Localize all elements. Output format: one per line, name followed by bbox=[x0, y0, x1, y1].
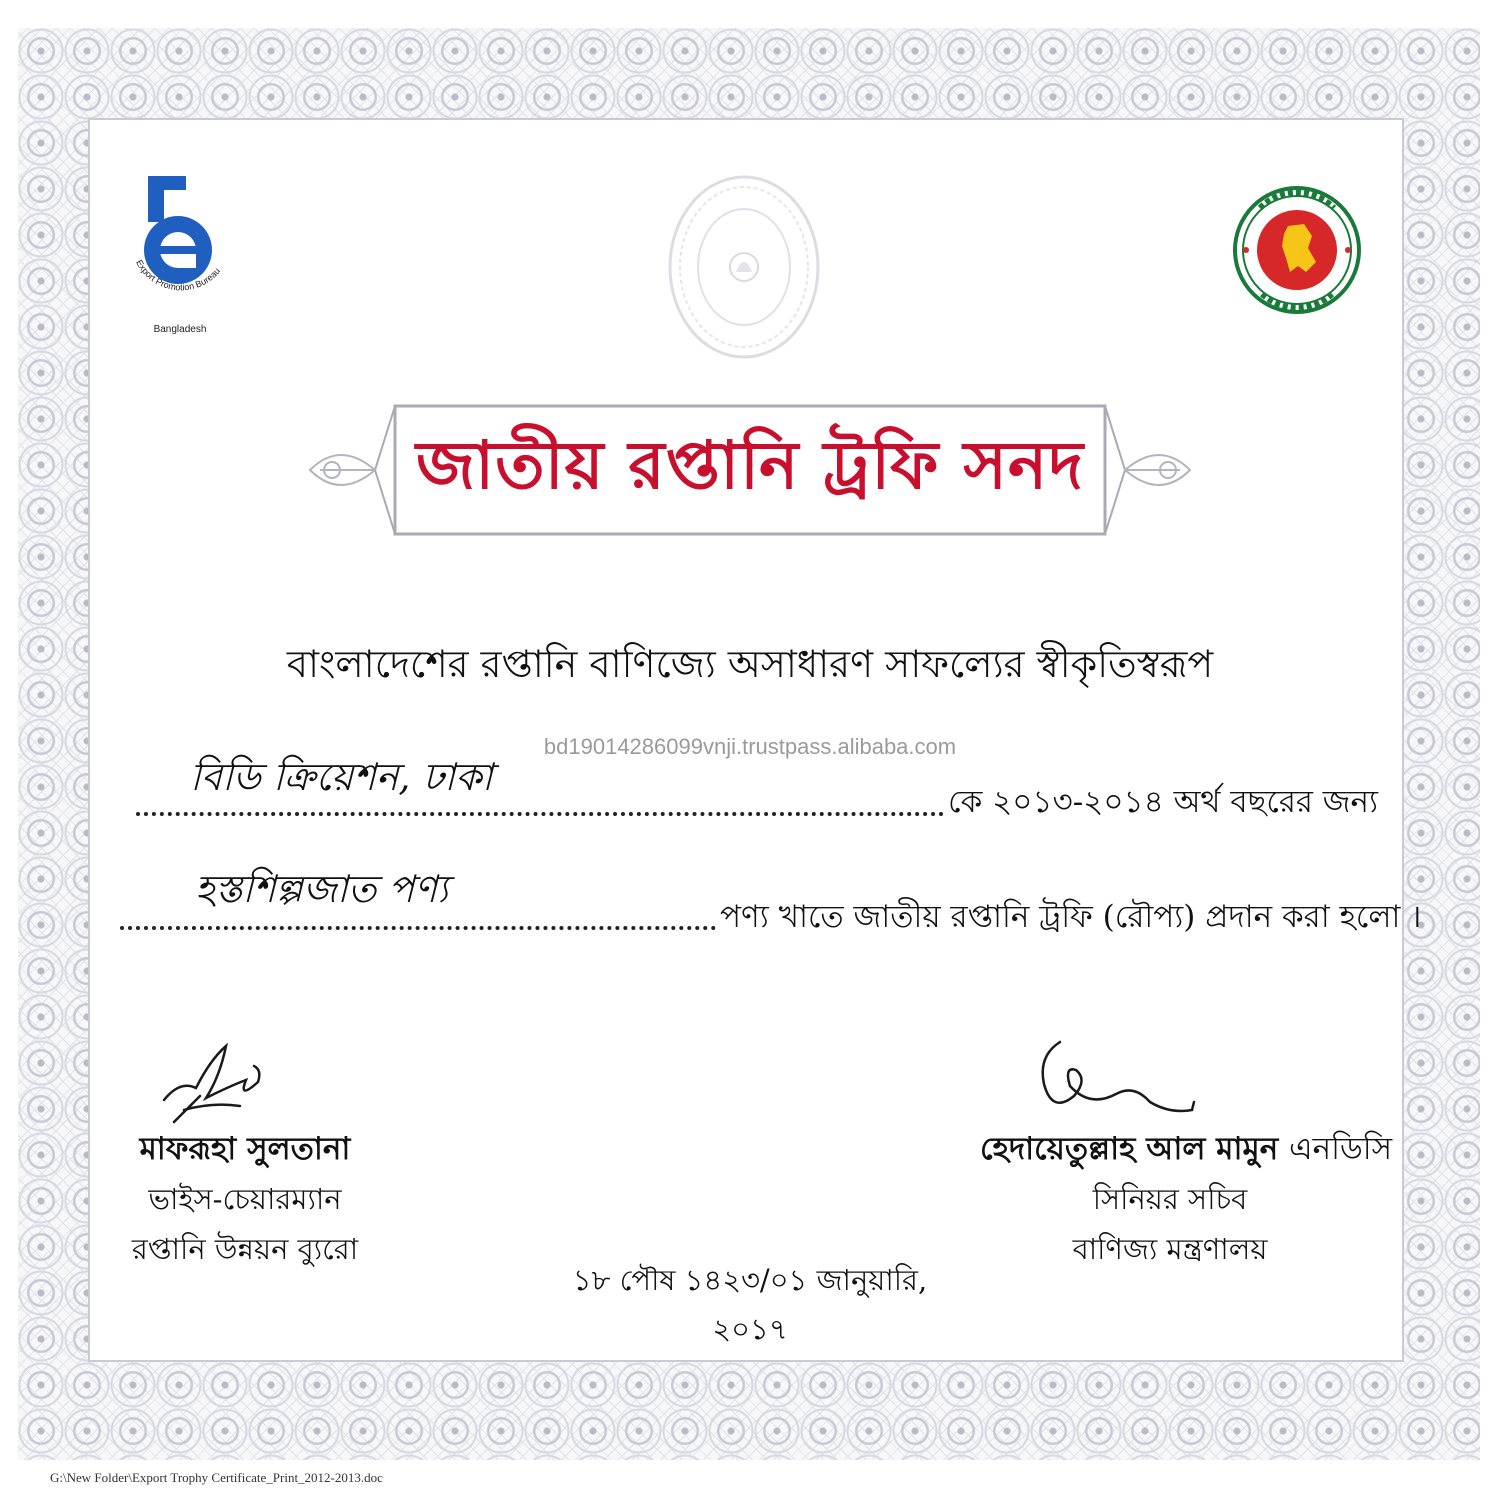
recipient-name: বিডি ক্রিয়েশন, ঢাকা bbox=[190, 755, 493, 799]
file-path-footer: G:\New Folder\Export Trophy Certificate_Print_2012-2013.doc bbox=[50, 1470, 383, 1485]
category-dotted-line bbox=[120, 926, 716, 930]
right-signatory-name: হেদায়েতুল্লাহ আল মামুন bbox=[980, 1131, 1279, 1167]
right-signatory-organization: বাণিজ্য মন্ত্রণালয় bbox=[1072, 1232, 1268, 1266]
left-signatory-designation: ভাইস-চেয়ারম্যান bbox=[148, 1182, 342, 1216]
export-promotion-bureau-logo bbox=[128, 170, 238, 340]
epb-country-label: Bangladesh bbox=[153, 324, 207, 335]
left-signatory-name: মাফরূহা সুলতানা bbox=[139, 1131, 351, 1167]
right-signatory-suffix: এনডিসি bbox=[1289, 1131, 1393, 1167]
fiscal-year-text: কে ২০১৩-২০১৪ অর্থ বছরের জন্য bbox=[948, 784, 1379, 820]
recipient-dotted-line bbox=[136, 812, 944, 816]
issue-date: ১৮ পৌষ ১৪২৩/০১ জানুয়ারি, ২০১৭ bbox=[572, 1263, 928, 1346]
certificate-subtitle: বাংলাদেশের রপ্তানি বাণিজ্যে অসাধারণ সাফল্যের স্বীকৃতিস্বরূপ bbox=[286, 642, 1214, 686]
left-signatory-organization: রপ্তানি উন্নয়ন ব্যুরো bbox=[131, 1232, 359, 1266]
right-signature bbox=[1030, 1036, 1210, 1126]
product-category: হস্তশিল্পজাত পণ্য bbox=[195, 867, 449, 911]
epb-arc-text: Export Promotion Bureau bbox=[134, 258, 223, 293]
left-signatory bbox=[110, 1124, 380, 1274]
left-signature bbox=[150, 1040, 280, 1130]
watermark-url: bd19014286099vnji.trustpass.alibaba.com bbox=[543, 734, 957, 759]
right-signatory-name-line bbox=[980, 1124, 1393, 1174]
government-seal-icon bbox=[1232, 168, 1362, 332]
certificate-title: জাতীয় রপ্তানি ট্রফি সনদ bbox=[415, 426, 1084, 504]
right-signatory bbox=[980, 1124, 1393, 1274]
faint-seal-icon bbox=[666, 172, 822, 362]
award-text: পণ্য খাতে জাতীয় রপ্তানি ট্রফি (রৌপ্য) প্রদান করা হলো । bbox=[720, 899, 1422, 935]
right-signatory-designation: সিনিয়র সচিব bbox=[1092, 1182, 1248, 1216]
